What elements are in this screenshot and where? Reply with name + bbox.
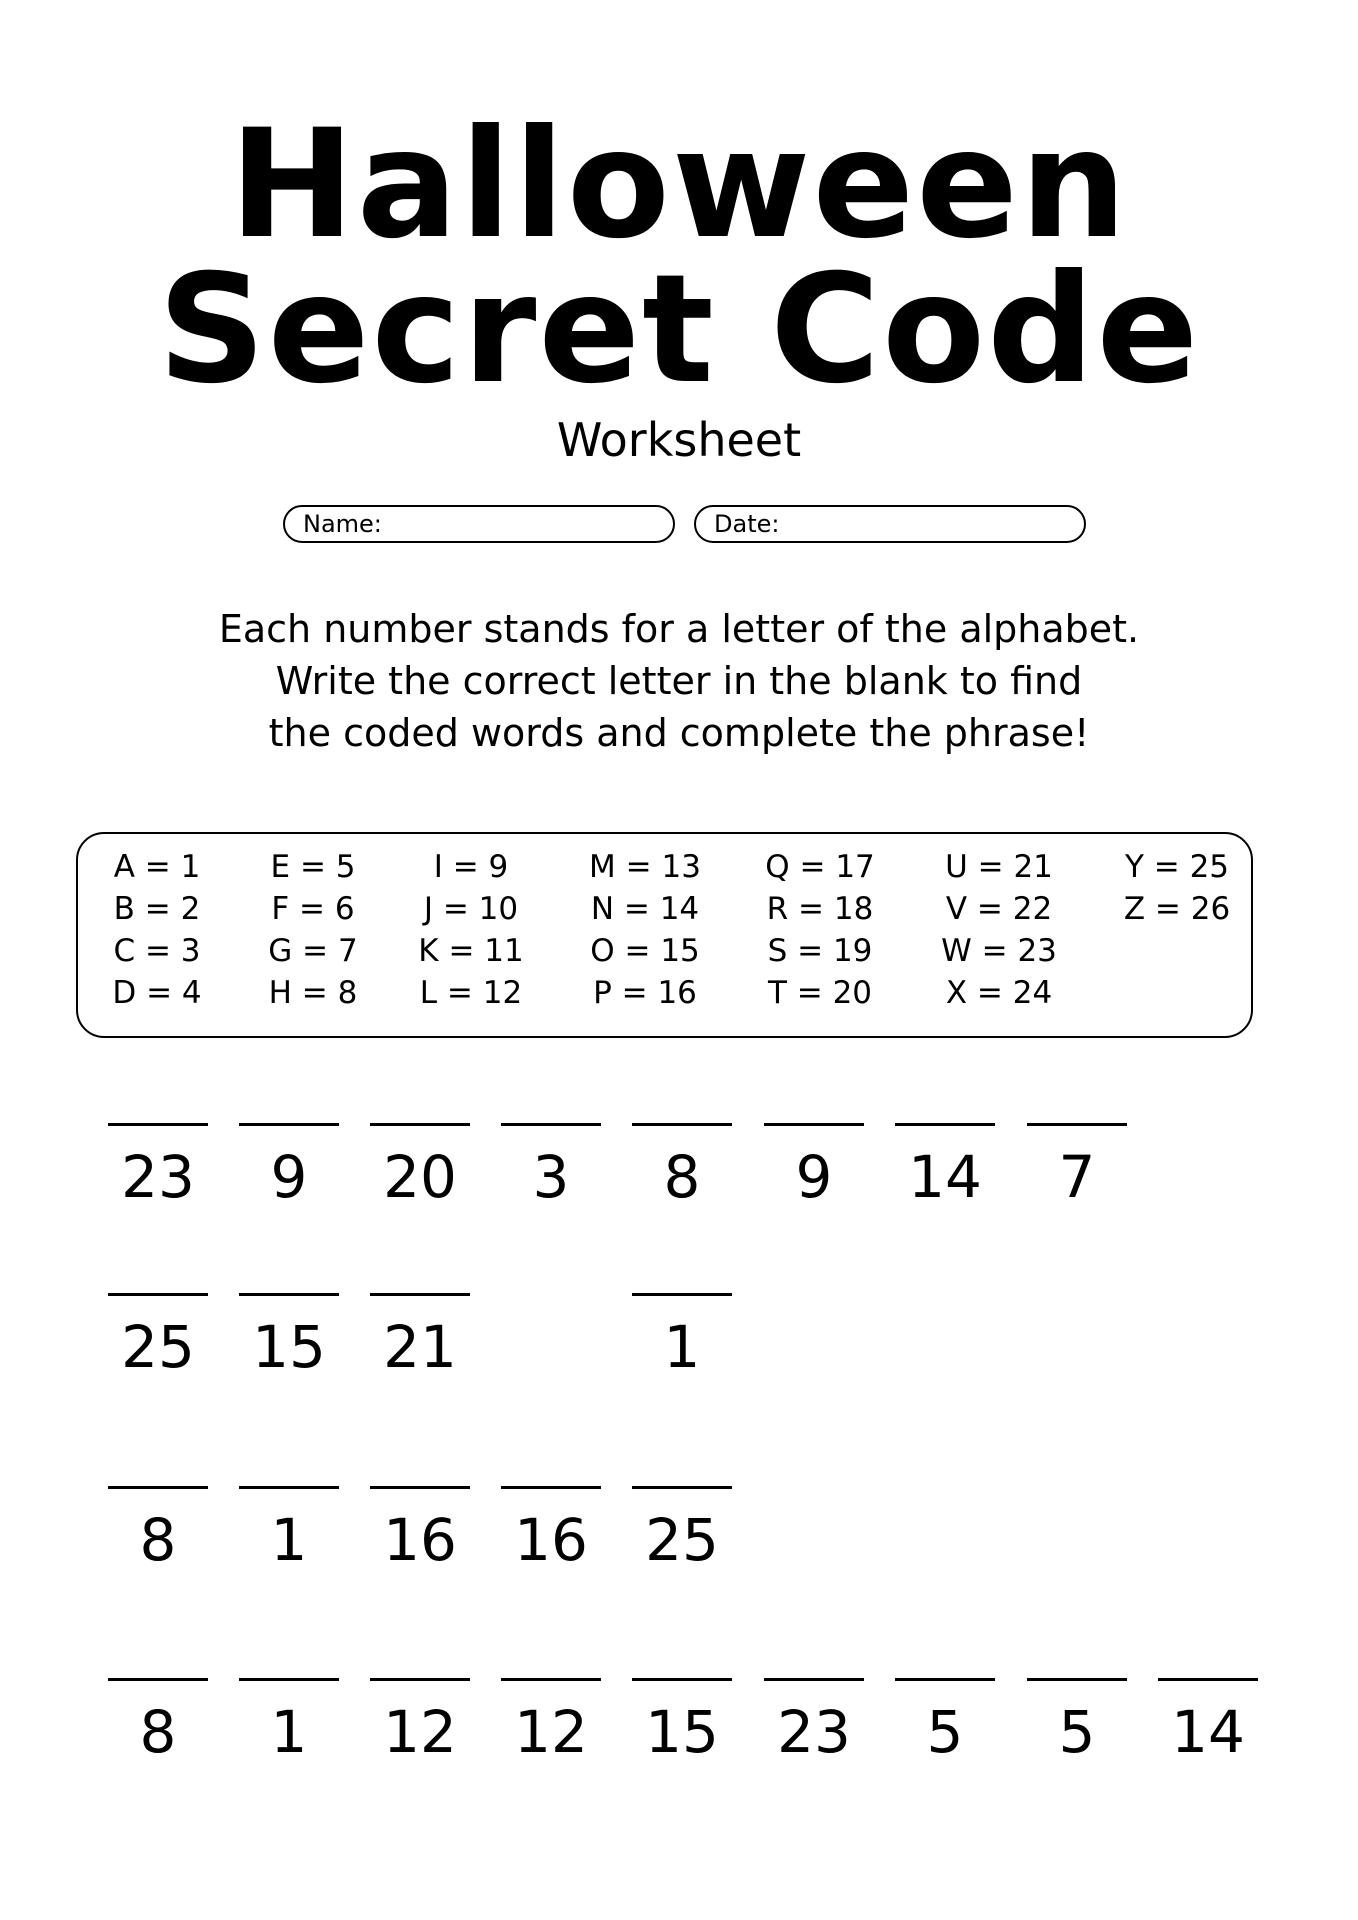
instruction-line: Write the correct letter in the blank to find: [275, 659, 1083, 703]
key-entry: A = 1: [113, 849, 201, 885]
key-entry: S = 19: [767, 933, 873, 969]
code-number: 9: [270, 1143, 308, 1211]
puzzle-cell[interactable]: [108, 1293, 208, 1380]
answer-blank[interactable]: [764, 1678, 864, 1681]
code-number: 25: [645, 1506, 719, 1574]
puzzle-cell[interactable]: [1027, 1678, 1127, 1765]
answer-blank[interactable]: [1158, 1678, 1258, 1681]
answer-blank[interactable]: [501, 1486, 601, 1489]
answer-blank[interactable]: [764, 1123, 864, 1126]
key-entry: I = 9: [433, 849, 509, 885]
key-entry: V = 22: [945, 891, 1053, 927]
puzzle-cell[interactable]: [370, 1678, 470, 1765]
title-line-2: Secret Code: [157, 243, 1201, 417]
key-column: [396, 846, 546, 1014]
key-entry: G = 7: [268, 933, 358, 969]
code-number: 1: [270, 1698, 308, 1766]
puzzle-cell[interactable]: [239, 1293, 339, 1380]
answer-blank[interactable]: [895, 1123, 995, 1126]
code-number: 16: [383, 1506, 457, 1574]
key-entry: M = 13: [589, 849, 701, 885]
answer-blank[interactable]: [370, 1678, 470, 1681]
answer-blank[interactable]: [501, 1678, 601, 1681]
code-number: 15: [645, 1698, 719, 1766]
code-key-box: [76, 832, 1253, 1038]
key-entry: Z = 26: [1123, 891, 1231, 927]
key-column: [82, 846, 232, 1014]
key-entry: T = 20: [767, 975, 873, 1011]
key-entry: E = 5: [270, 849, 356, 885]
code-number: 15: [252, 1313, 326, 1381]
answer-blank[interactable]: [632, 1123, 732, 1126]
key-entry: D = 4: [112, 975, 202, 1011]
answer-blank[interactable]: [239, 1123, 339, 1126]
instruction-line: Each number stands for a letter of the alphabet.: [218, 607, 1140, 651]
answer-blank[interactable]: [1027, 1678, 1127, 1681]
code-number: 20: [383, 1143, 457, 1211]
name-label: Name:: [303, 510, 382, 538]
code-number: 3: [532, 1143, 570, 1211]
code-number: 8: [663, 1143, 701, 1211]
answer-blank[interactable]: [370, 1123, 470, 1126]
key-entry: X = 24: [945, 975, 1053, 1011]
answer-blank[interactable]: [632, 1486, 732, 1489]
answer-blank[interactable]: [370, 1486, 470, 1489]
puzzle-cell[interactable]: [1158, 1678, 1258, 1765]
key-entry: O = 15: [590, 933, 700, 969]
code-number: 9: [795, 1143, 833, 1211]
puzzle-cell[interactable]: [501, 1678, 601, 1765]
answer-blank[interactable]: [370, 1293, 470, 1296]
key-entry: Y = 25: [1124, 849, 1230, 885]
code-number: 23: [777, 1698, 851, 1766]
code-number: 21: [383, 1313, 457, 1381]
puzzle-cell[interactable]: [370, 1123, 470, 1210]
puzzle-cell[interactable]: [632, 1486, 732, 1573]
answer-blank[interactable]: [108, 1123, 208, 1126]
key-entry: C = 3: [113, 933, 201, 969]
code-number: 1: [663, 1313, 701, 1381]
puzzle-cell[interactable]: [108, 1678, 208, 1765]
puzzle-cell[interactable]: [108, 1123, 208, 1210]
date-label: Date:: [714, 510, 780, 538]
code-number: 12: [383, 1698, 457, 1766]
key-entry: J = 10: [423, 891, 519, 927]
puzzle-cell[interactable]: [239, 1678, 339, 1765]
answer-blank[interactable]: [108, 1293, 208, 1296]
puzzle-cell[interactable]: [501, 1486, 601, 1573]
key-column: [1102, 846, 1252, 930]
key-entry: B = 2: [113, 891, 201, 927]
puzzle-cell[interactable]: [370, 1293, 470, 1380]
puzzle-cell[interactable]: [108, 1486, 208, 1573]
key-column: [238, 846, 388, 1014]
answer-blank[interactable]: [239, 1293, 339, 1296]
code-number: 5: [926, 1698, 964, 1766]
key-column: [570, 846, 720, 1014]
key-entry: K = 11: [418, 933, 524, 969]
puzzle-cell[interactable]: [895, 1123, 995, 1210]
code-number: 16: [514, 1506, 588, 1574]
key-entry: H = 8: [268, 975, 358, 1011]
puzzle-cell[interactable]: [632, 1678, 732, 1765]
code-number: 23: [121, 1143, 195, 1211]
key-entry: F = 6: [271, 891, 355, 927]
answer-blank[interactable]: [239, 1486, 339, 1489]
key-entry: R = 18: [766, 891, 874, 927]
answer-blank[interactable]: [632, 1293, 732, 1296]
code-number: 5: [1058, 1698, 1096, 1766]
code-number: 7: [1058, 1143, 1096, 1211]
key-entry: P = 16: [593, 975, 697, 1011]
puzzle-cell[interactable]: [764, 1678, 864, 1765]
code-number: 12: [514, 1698, 588, 1766]
code-number: 1: [270, 1506, 308, 1574]
instruction-line: the coded words and complete the phrase!: [268, 711, 1090, 755]
key-entry: N = 14: [590, 891, 700, 927]
code-number: 25: [121, 1313, 195, 1381]
name-field[interactable]: [283, 505, 675, 543]
key-entry: W = 23: [941, 933, 1057, 969]
puzzle-cell[interactable]: [370, 1486, 470, 1573]
answer-blank[interactable]: [501, 1123, 601, 1126]
key-entry: Q = 17: [765, 849, 875, 885]
subtitle: Worksheet: [556, 413, 802, 467]
code-number: 8: [139, 1698, 177, 1766]
instructions: [0, 603, 1358, 759]
key-entry: L = 12: [419, 975, 523, 1011]
key-entry: U = 21: [945, 849, 1053, 885]
answer-blank[interactable]: [108, 1486, 208, 1489]
code-number: 14: [908, 1143, 982, 1211]
key-column: [924, 846, 1074, 1014]
answer-blank[interactable]: [239, 1678, 339, 1681]
title-line-1: Halloween: [229, 98, 1129, 272]
answer-blank[interactable]: [1027, 1123, 1127, 1126]
puzzle-cell[interactable]: [1027, 1123, 1127, 1210]
puzzle-cell[interactable]: [632, 1293, 732, 1380]
puzzle-cell[interactable]: [895, 1678, 995, 1765]
answer-blank[interactable]: [895, 1678, 995, 1681]
answer-blank[interactable]: [632, 1678, 732, 1681]
code-number: 8: [139, 1506, 177, 1574]
code-number: 14: [1171, 1698, 1245, 1766]
puzzle-cell[interactable]: [239, 1123, 339, 1210]
key-column: [745, 846, 895, 1014]
date-field[interactable]: [694, 505, 1086, 543]
puzzle-cell[interactable]: [764, 1123, 864, 1210]
puzzle-cell[interactable]: [501, 1123, 601, 1210]
answer-blank[interactable]: [108, 1678, 208, 1681]
puzzle-cell[interactable]: [239, 1486, 339, 1573]
puzzle-cell[interactable]: [632, 1123, 732, 1210]
